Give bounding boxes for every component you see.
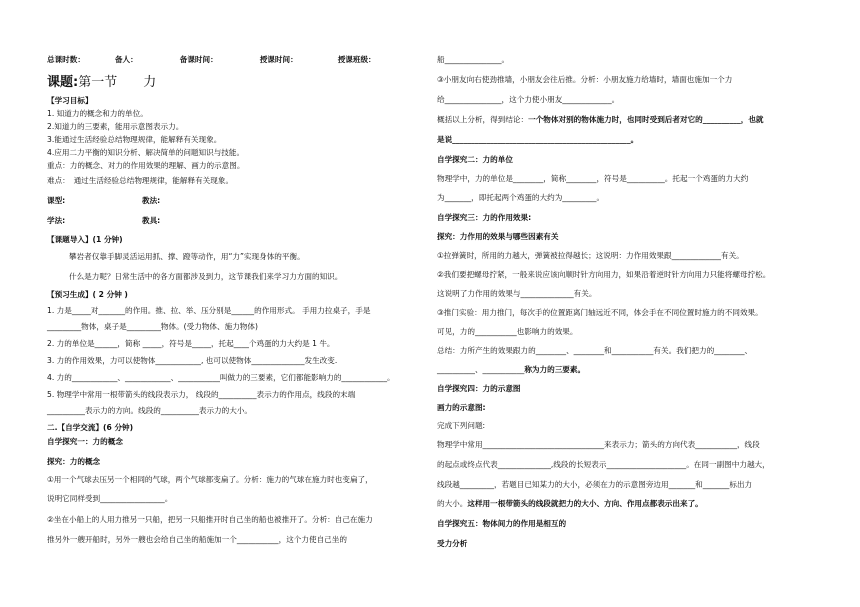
example-text: 船_______________。: [437, 55, 510, 64]
lesson-type-label: 课型:: [47, 196, 66, 205]
effect-item: ②我们要把螺母拧紧，一般来说应该向顺时针方向用力，如果沿着逆时针方向用力只能将螺母拧松。: [437, 270, 771, 279]
effect-item: 可见，力的___________也影响力的效果。: [437, 327, 578, 336]
diagram-question: [437, 500, 703, 508]
teach-class-label: 授课班级：: [337, 55, 376, 64]
example-text: ①用一个气球去压另一个相同的气球，两个气球都变扁了。分析：施力的气球在施力时也变扁了，: [47, 475, 373, 484]
key-point: 重点：力的概念、对力的作用效果的理解、画力的示意图。: [47, 161, 245, 170]
preview-question: 3. 力的作用效果，力可以使物体____________, 也可以使物体______________发生改变.: [47, 356, 338, 365]
diagram-question: 的起点或终点代表______________,线段的长短表示_____________________。在同一副图中力越大，: [437, 460, 770, 469]
preparer-label: 备人：: [114, 55, 138, 64]
preview-question: 5. 物理学中常用一根带箭头的线段表示力， 线段的__________表示力的作用点，线段的末端: [47, 390, 356, 399]
effect-item: ③推门实验：用力推门，每次手的位置距离门轴远近不同，体会手在不同位置时施力的不同效果。: [437, 308, 763, 317]
probe-heading: 探究：力作用的效果与哪些因素有关: [437, 232, 559, 241]
preview-question: __________表示力的方向。线段的__________表示力的大小。: [47, 406, 253, 415]
preview-question: 4. 力的____________、____________、___________叫做力的三要素，它们都能影响力的____________。: [47, 373, 395, 382]
section-heading: 自学探究四：力的示意图: [437, 384, 521, 393]
example-text: 推另外一艘开船时，另外一艘也会给自己坐的船施加一个___________，这个力使自己坐的: [47, 535, 347, 544]
goal-item: 2.知道力的三要素，能用示意图表示力。: [47, 122, 184, 131]
summary-blanks: __________、___________: [437, 365, 525, 374]
example-text: ②坐在小船上的人用力推另一只船，把另一只船推开时自己坐的船也被推开了。分析：自己在施力: [47, 515, 373, 524]
teaching-aid-label: 教具:: [142, 216, 161, 225]
draw-heading: 画力的示意图:: [437, 403, 486, 412]
preview-heading: 【预习生成】( 2 分钟 ): [47, 290, 128, 299]
probe-heading: 探究：力的概念: [47, 457, 101, 466]
force-analysis-heading: 受力分析: [437, 539, 468, 548]
teaching-method-label: 教法:: [142, 196, 161, 205]
diagram-bold: 这样用一根带箭头的线段就把力的大小、方向、作用点都表示出来了。: [467, 499, 703, 508]
summary-bold: 称为力的三要素。: [524, 365, 586, 374]
example-text: ③小朋友向右使劲推墙，小朋友会往后推。分析：小朋友施力给墙时，墙面也施加一个力: [437, 75, 733, 84]
difficulty-point: 难点： 通过生活经验总结物理规律，能解释有关现象。: [47, 176, 234, 185]
summary-text: 总结：力所产生的效果跟力的________、________和___________有关。我们把力的________、: [437, 346, 753, 355]
section-heading: 自学探究二：力的单位: [437, 155, 513, 164]
intro-text: 攀岩者仅靠手脚灵活运用抓、撑、蹬等动作，用“力”实现身体的平衡。: [69, 252, 305, 261]
unit-question: 为_______，即托起两个鸡蛋的大约为_________。: [437, 193, 605, 202]
lesson-title-text: 第一节 力: [78, 75, 157, 90]
exchange-heading: 二.【自学交流】(6 分钟): [47, 423, 134, 432]
preview-question: 2. 力的单位是______，简称 _____，符号是_____，托起____个鸡蛋的力大约是 1 牛。: [47, 339, 335, 348]
study-method-label: 学法:: [47, 216, 66, 225]
diagram-lead: 的大小。: [437, 499, 468, 508]
task-label: 完成下列问题:: [437, 421, 486, 430]
diagram-question: 物理学中常用________________________________来表示力；箭头的方向代表___________，线段: [437, 440, 760, 449]
goal-item: 1. 知道力的概念和力的单位。: [47, 109, 148, 118]
lesson-header-row: [47, 56, 376, 64]
conclusion-text: [437, 116, 764, 124]
summary-text: [437, 366, 585, 374]
example-text: 说明它同样受到_________________。: [47, 494, 173, 503]
section-heading: 自学探究三：力的作用效果:: [437, 213, 532, 222]
lesson-title-label: 课题:: [47, 75, 79, 90]
conclusion-text: 是说_______________________________________________。: [437, 135, 639, 144]
conclusion-lead: 概括以上分析，得到结论：: [437, 115, 529, 124]
goals-heading: 【学习目标】: [47, 96, 93, 105]
prep-time-label: 备课时间：: [179, 55, 218, 64]
example-text: 给_______________，这个力使小朋友_____________。: [437, 95, 620, 104]
section-heading: 自学探究五：物体间力的作用是相互的: [437, 519, 567, 528]
goal-item: 4.应用二力平衡的知识分析、解决简单的问题知识与技能。: [47, 148, 245, 157]
goal-item: 3.能通过生活经验总结物理规律，能解释有关现象。: [47, 135, 222, 144]
conclusion-bold: 一个物体对别的物体施力时，也同时受到后者对它的__________，也就: [528, 115, 764, 124]
section-heading: 自学探究一：力的概念: [47, 437, 123, 446]
preview-question: 1. 力是_____对_______的作用。推、拉、举、压分别是______的作用形式。 手用力拉桌子，手是: [47, 306, 371, 315]
lesson-title: [47, 76, 156, 89]
unit-question: 物理学中，力的单位是________，简称________，符号是__________。托起一个鸡蛋的力大约: [437, 174, 749, 183]
effect-item: 这说明了力作用的效果与______________有关。: [437, 289, 597, 298]
teach-time-label: 授课时间：: [259, 55, 298, 64]
effect-item: ①拉弹簧时，所用的力越大，弹簧被拉得越长；这说明：力作用效果跟_____________有关。: [437, 251, 744, 260]
preview-question: _________物体，桌子是_________物体。(受力物体、施力物体): [47, 322, 258, 331]
intro-heading: 【课题导入】(1 分钟): [47, 235, 123, 244]
total-hours-label: 总课时数：: [47, 55, 85, 64]
intro-text: 什么是力呢？日常生活中的各方面都涉及到力，这节课我们来学习力方面的知识。: [69, 272, 343, 281]
diagram-question: 线段越_________，若题目已知某力的大小，必须在力的示意图旁边用_______和_______标出力: [437, 480, 753, 489]
